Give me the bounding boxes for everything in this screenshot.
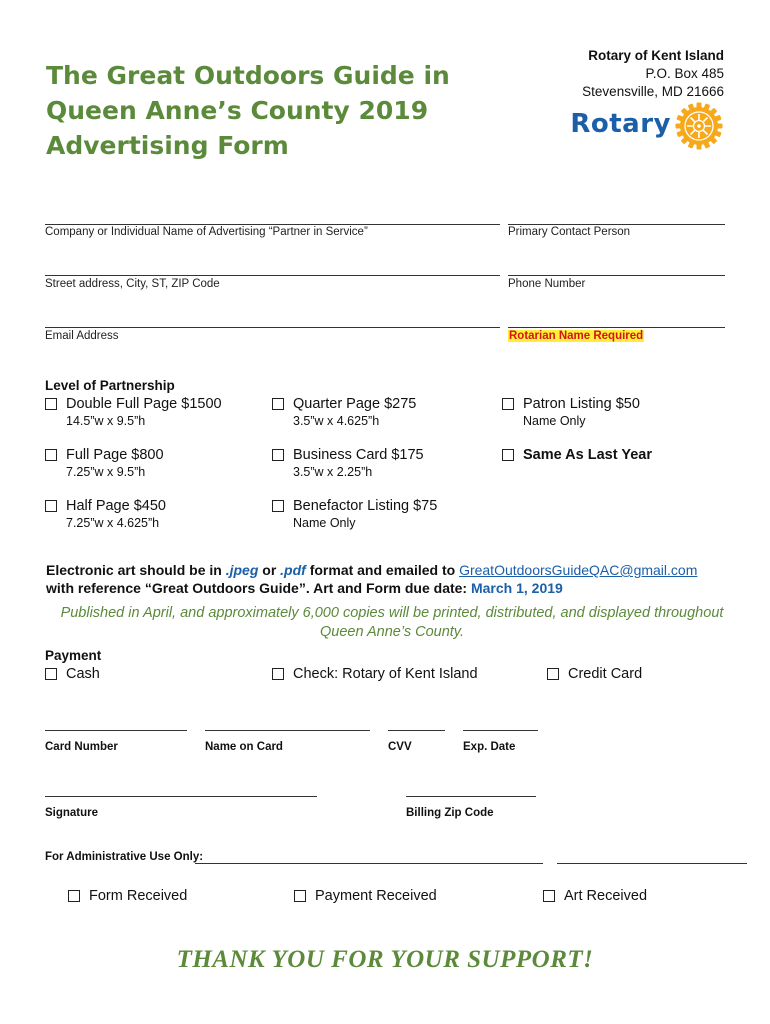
admin-line-1[interactable] [195,863,543,864]
option-quarter-page[interactable] [272,395,416,430]
option-size: 7.25”w x 4.625”h [66,516,160,530]
billing-zip-label: Billing Zip Code [406,807,494,819]
rotary-logo-text: Rotary [570,109,671,139]
primary-contact-line[interactable] [508,224,725,225]
option-label: Full Page $800 [66,447,164,463]
checkbox[interactable] [272,500,284,512]
option-same-as-last-year[interactable] [502,446,652,464]
checkbox[interactable] [502,449,514,461]
name-on-card-line[interactable] [205,730,370,731]
cvv-line[interactable] [388,730,445,731]
checkbox[interactable] [502,398,514,410]
street-address-line[interactable] [45,275,500,276]
phone-number-label: Phone Number [508,278,586,290]
payment-cash-option[interactable] [45,665,100,683]
partnership-heading: Level of Partnership [45,378,175,393]
option-patron-listing[interactable] [502,395,640,430]
option-size: Name Only [523,414,586,428]
name-on-card-label: Name on Card [205,741,283,753]
option-size: 14.5”w x 9.5”h [66,414,146,428]
checkbox[interactable] [45,500,57,512]
checkbox[interactable] [547,668,559,680]
thank-you-message: THANK YOU FOR YOUR SUPPORT! [176,946,594,973]
company-name-line[interactable] [45,224,500,225]
card-number-label: Card Number [45,741,118,753]
option-size: 3.5”w x 4.625”h [293,414,380,428]
admin-heading: For Administrative Use Only: [45,851,204,863]
checkbox[interactable] [45,668,57,680]
option-double-full-page[interactable] [45,395,222,430]
option-label: Check: Rotary of Kent Island [293,666,478,682]
signature-line[interactable] [45,796,317,797]
payment-heading: Payment [45,648,102,663]
cvv-label: CVV [388,741,412,753]
art-instructions: Electronic art should be in .jpeg or .pdf format and emailed to GreatOutdoorsGuideQAC@gmail.com with reference “Great Outdoors Guide”. Art and Form due date: March 1, 2019 [46,562,698,596]
checkbox[interactable] [543,890,555,902]
admin-form-received[interactable] [68,887,187,905]
email-address-label: Email Address [45,330,119,342]
company-name-label: Company or Individual Name of Advertising “Partner in Service” [45,226,368,238]
checkbox[interactable] [272,668,284,680]
org-name: Rotary of Kent Island [588,48,724,63]
checkbox[interactable] [68,890,80,902]
option-label: Credit Card [568,666,643,682]
option-label: Half Page $450 [66,498,166,514]
option-label: Double Full Page $1500 [66,396,222,412]
option-label: Business Card $175 [293,447,424,463]
org-address-line2: Stevensville, MD 21666 [582,84,724,99]
option-label: Payment Received [315,888,437,904]
payment-credit-card-option[interactable] [547,665,642,683]
exp-date-label: Exp. Date [463,741,516,753]
option-size: 3.5”w x 2.25”h [293,465,373,479]
checkbox[interactable] [272,398,284,410]
street-address-label: Street address, City, ST, ZIP Code [45,278,220,290]
payment-check-option[interactable] [272,665,478,683]
checkbox[interactable] [294,890,306,902]
checkbox[interactable] [272,449,284,461]
billing-zip-line[interactable] [406,796,536,797]
phone-number-line[interactable] [508,275,725,276]
option-label: Quarter Page $275 [293,396,417,412]
email-address-line[interactable] [45,327,500,328]
option-label: Benefactor Listing $75 [293,498,438,514]
form-title: The Great Outdoors Guide in Queen Anne’s County 2019 Advertising Form [46,61,450,160]
rotary-wheel-logo [674,101,724,151]
option-half-page[interactable] [45,497,166,532]
admin-line-2[interactable] [557,863,747,864]
submission-email-link[interactable]: GreatOutdoorsGuideQAC@gmail.com [459,562,698,578]
option-full-page[interactable] [45,446,164,481]
option-benefactor-listing[interactable] [272,497,437,532]
option-size: 7.25”w x 9.5”h [66,465,146,479]
admin-payment-received[interactable] [294,887,437,905]
option-label: Same As Last Year [523,447,652,463]
rotarian-name-line[interactable] [508,327,725,328]
option-business-card[interactable] [272,446,424,481]
checkbox[interactable] [45,398,57,410]
org-address-block [582,47,724,101]
option-label: Form Received [89,888,188,904]
rotarian-name-required-label: Rotarian Name Required [509,330,644,342]
due-date: March 1, 2019 [470,580,563,596]
checkbox[interactable] [45,449,57,461]
signature-label: Signature [45,807,99,819]
publication-note: Published in April, and approximately 6,000 copies will be printed, distributed, and displayed throughout Queen Anne’s County. [60,605,724,640]
primary-contact-label: Primary Contact Person [508,226,631,238]
org-address-line1: P.O. Box 485 [645,66,724,81]
option-label: Art Received [564,888,648,904]
card-number-line[interactable] [45,730,187,731]
admin-art-received[interactable] [543,887,647,905]
option-label: Cash [66,666,100,682]
option-size: Name Only [293,516,356,530]
exp-date-line[interactable] [463,730,538,731]
option-label: Patron Listing $50 [523,396,640,412]
